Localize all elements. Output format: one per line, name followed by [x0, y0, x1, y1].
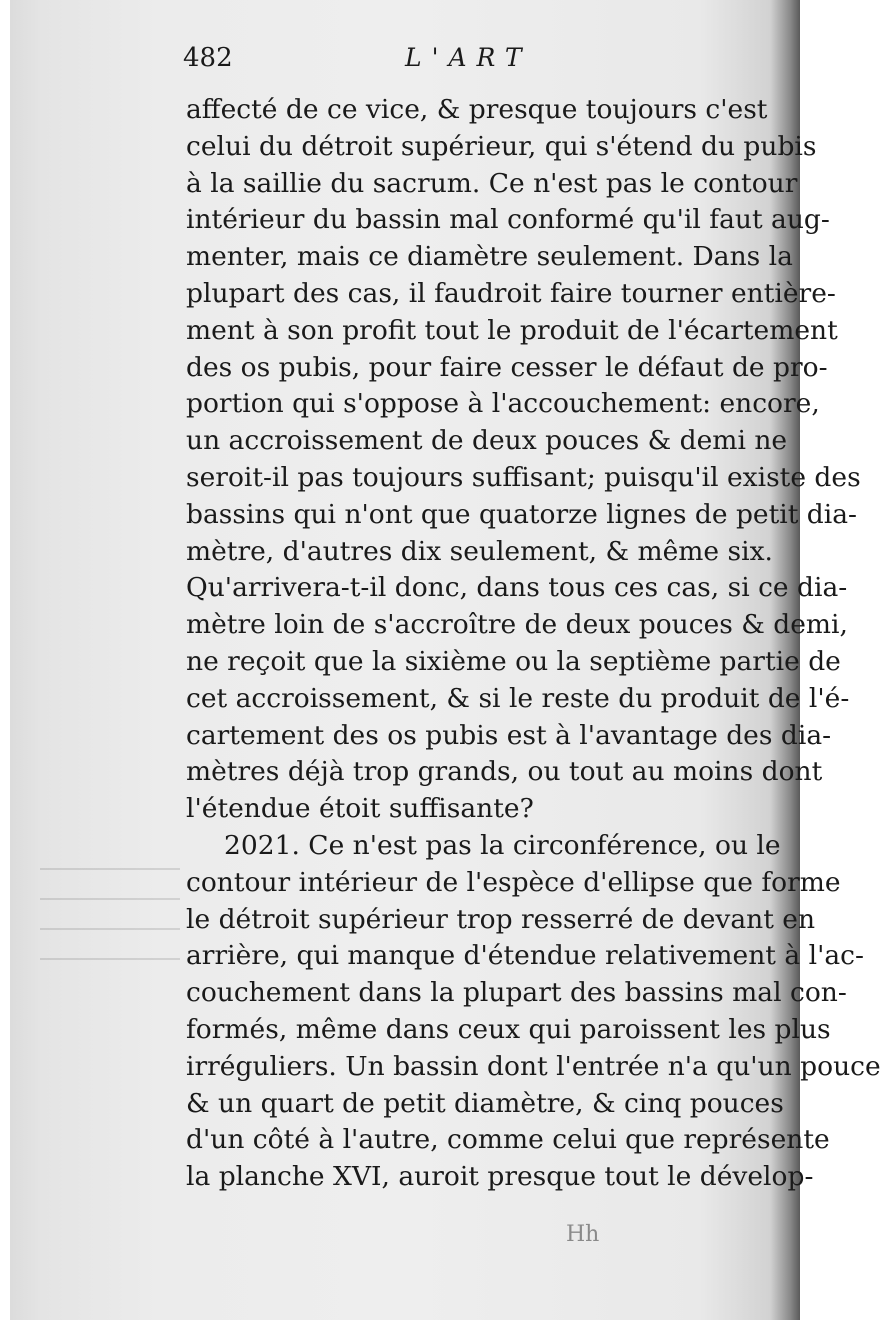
text-line: mètre, d'autres dix seulement, & même six.	[186, 535, 773, 567]
text-line: affecté de ce vice, & presque toujours c'est	[186, 94, 768, 125]
text-line: des os pubis, pour faire cesser le défaut de pro-	[186, 351, 828, 383]
show-through-text	[40, 850, 180, 970]
signature-mark: Hh	[566, 1222, 600, 1247]
text-line: un accroissement de deux pouces & demi ne	[186, 425, 788, 457]
text-line: intérieur du bassin mal conformé qu'il faut aug-	[186, 204, 830, 236]
text-line: couchement dans la plupart des bassins mal con-	[186, 977, 847, 1009]
text-line: mètre loin de s'accroître de deux pouces & demi,	[186, 609, 848, 641]
text-line: cartement des os pubis est à l'avantage des dia-	[186, 719, 832, 751]
running-head: L'ART	[405, 43, 532, 72]
text-line: d'un côté à l'autre, comme celui que représente	[186, 1124, 830, 1156]
text-line: cet accroissement, & si le reste du produit de l'é-	[186, 682, 850, 714]
text-line: celui du détroit supérieur, qui s'étend du pubis	[186, 130, 817, 162]
text-line: le détroit supérieur trop resserré de devant en	[186, 903, 816, 935]
text-line: plupart des cas, il faudroit faire tourner entière-	[186, 277, 836, 309]
body-text	[186, 92, 881, 1196]
text-line: formés, même dans ceux qui paroissent les plus	[186, 1013, 831, 1045]
text-line: Qu'arrivera-t-il donc, dans tous ces cas, si ce dia-	[186, 572, 848, 604]
text-line: à la saillie du sacrum. Ce n'est pas le contour	[186, 167, 798, 199]
text-line: arrière, qui manque d'étendue relativement à l'ac-	[186, 940, 864, 972]
text-line: bassins qui n'ont que quatorze lignes de petit dia-	[186, 498, 858, 530]
text-line: ne reçoit que la sixième ou la septième partie de	[186, 645, 841, 677]
text-line: mètres déjà trop grands, ou tout au moins dont	[186, 756, 823, 788]
text-line: portion qui s'oppose à l'accouchement: encore,	[186, 388, 820, 420]
paragraph-start-line: 2021. Ce n'est pas la circonférence, ou le	[224, 829, 781, 861]
text-line: la planche XVI, auroit presque tout le dévelop-	[186, 1161, 814, 1193]
page-margin-edge	[0, 0, 10, 1320]
page-footer	[186, 1222, 762, 1262]
text-line: seroit-il pas toujours suffisant; puisqu'il existe des	[186, 461, 861, 493]
text-line: contour intérieur de l'espèce d'ellipse que forme	[186, 866, 841, 898]
text-line: menter, mais ce diamètre seulement. Dans la	[186, 241, 793, 273]
text-line: & un quart de petit diamètre, & cinq pouces	[186, 1087, 784, 1119]
text-line: irréguliers. Un bassin dont l'entrée n'a qu'un pouce	[186, 1050, 881, 1082]
page-header	[183, 40, 762, 76]
page-number: 482	[183, 43, 233, 73]
text-line: l'étendue étoit suffisante?	[186, 793, 534, 825]
text-line: ment à son profit tout le produit de l'écartement	[186, 314, 838, 346]
